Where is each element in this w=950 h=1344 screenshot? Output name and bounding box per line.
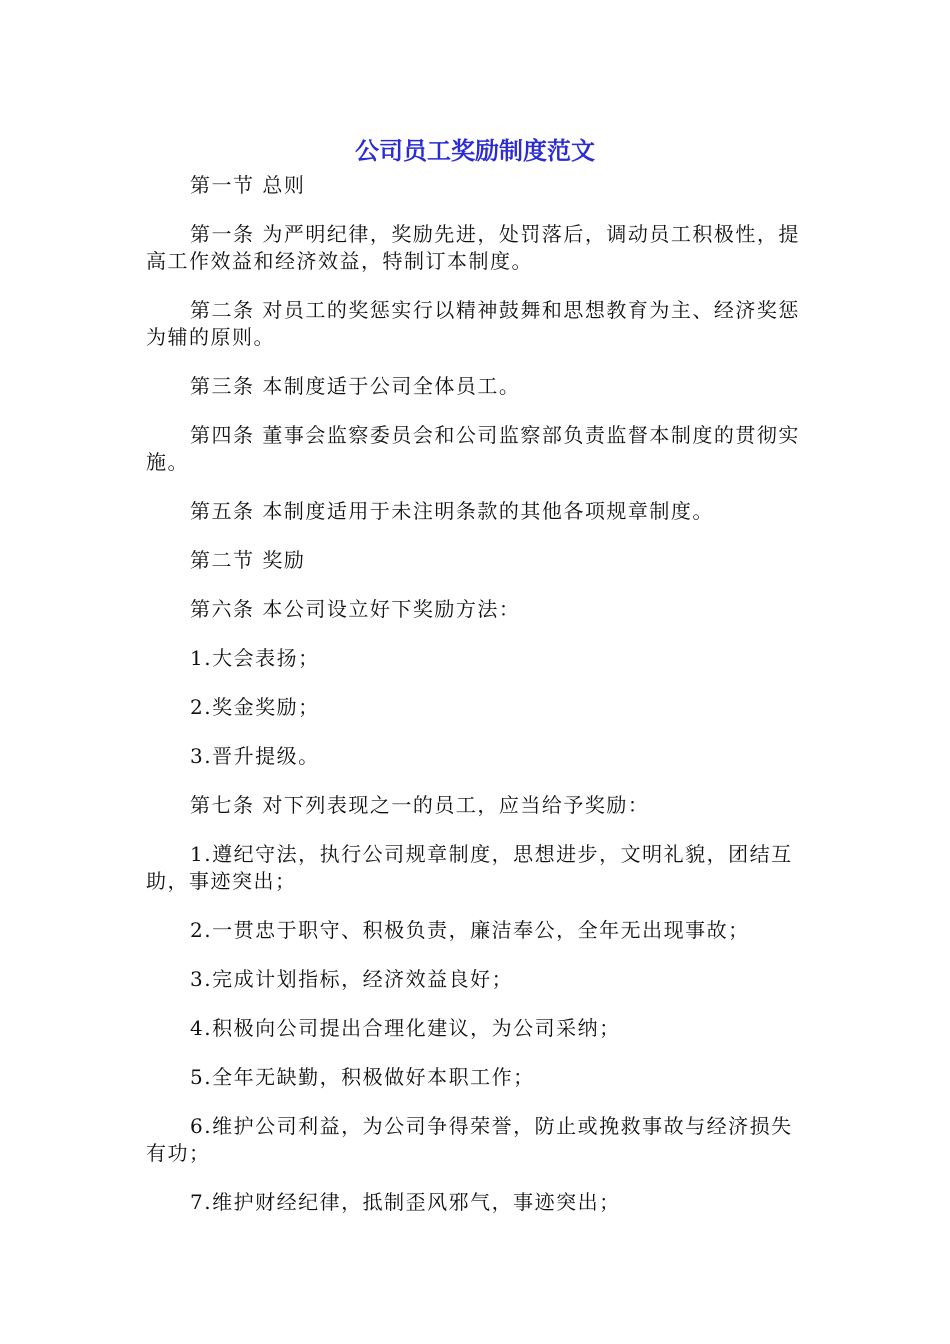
article-paragraph: 第六条 本公司设立好下奖励方法： [190, 597, 521, 621]
list-item: 6.维护公司利益，为公司争得荣誉，防止或挽救事故与经济损失有功； [146, 1114, 793, 1165]
list-item: 1.大会表扬； [190, 646, 320, 670]
list-item: 3.完成计划指标，经济效益良好； [190, 967, 514, 991]
list-item: 5.全年无缺勤，积极做好本职工作； [190, 1065, 535, 1089]
article-paragraph: 第五条 本制度适用于未注明条款的其他各项规章制度。 [190, 499, 714, 523]
list-item: 3.晋升提级。 [190, 744, 320, 768]
list-item: 2.奖金奖励； [190, 695, 320, 719]
article-paragraph: 第七条 对下列表现之一的员工，应当给予奖励： [190, 793, 650, 817]
list-item: 7.维护财经纪律，抵制歪风邪气，事迹突出； [190, 1190, 621, 1214]
article-paragraph: 第二条 对员工的奖惩实行以精神鼓舞和思想教育为主、经济奖惩为辅的原则。 [146, 298, 800, 349]
list-item: 4.积极向公司提出合理化建议，为公司采纳； [190, 1016, 621, 1040]
article-paragraph: 第四条 董事会监察委员会和公司监察部负责监督本制度的贯彻实施。 [146, 423, 800, 474]
section-heading: 第二节 奖励 [190, 548, 306, 572]
article-paragraph: 第一条 为严明纪律，奖励先进，处罚落后，调动员工积极性，提高工作效益和经济效益，特制订本制度。 [146, 222, 800, 273]
document-body [146, 172, 810, 1238]
list-item: 1.遵纪守法，执行公司规章制度，思想进步，文明礼貌，团结互助，事迹突出； [146, 842, 793, 893]
section-heading: 第一节 总则 [190, 173, 306, 197]
document-title: 公司员工奖励制度范文 [355, 137, 595, 165]
list-item: 2.一贯忠于职守、积极负责，廉洁奉公，全年无出现事故； [190, 918, 750, 942]
article-paragraph: 第三条 本制度适于公司全体员工。 [190, 374, 521, 398]
